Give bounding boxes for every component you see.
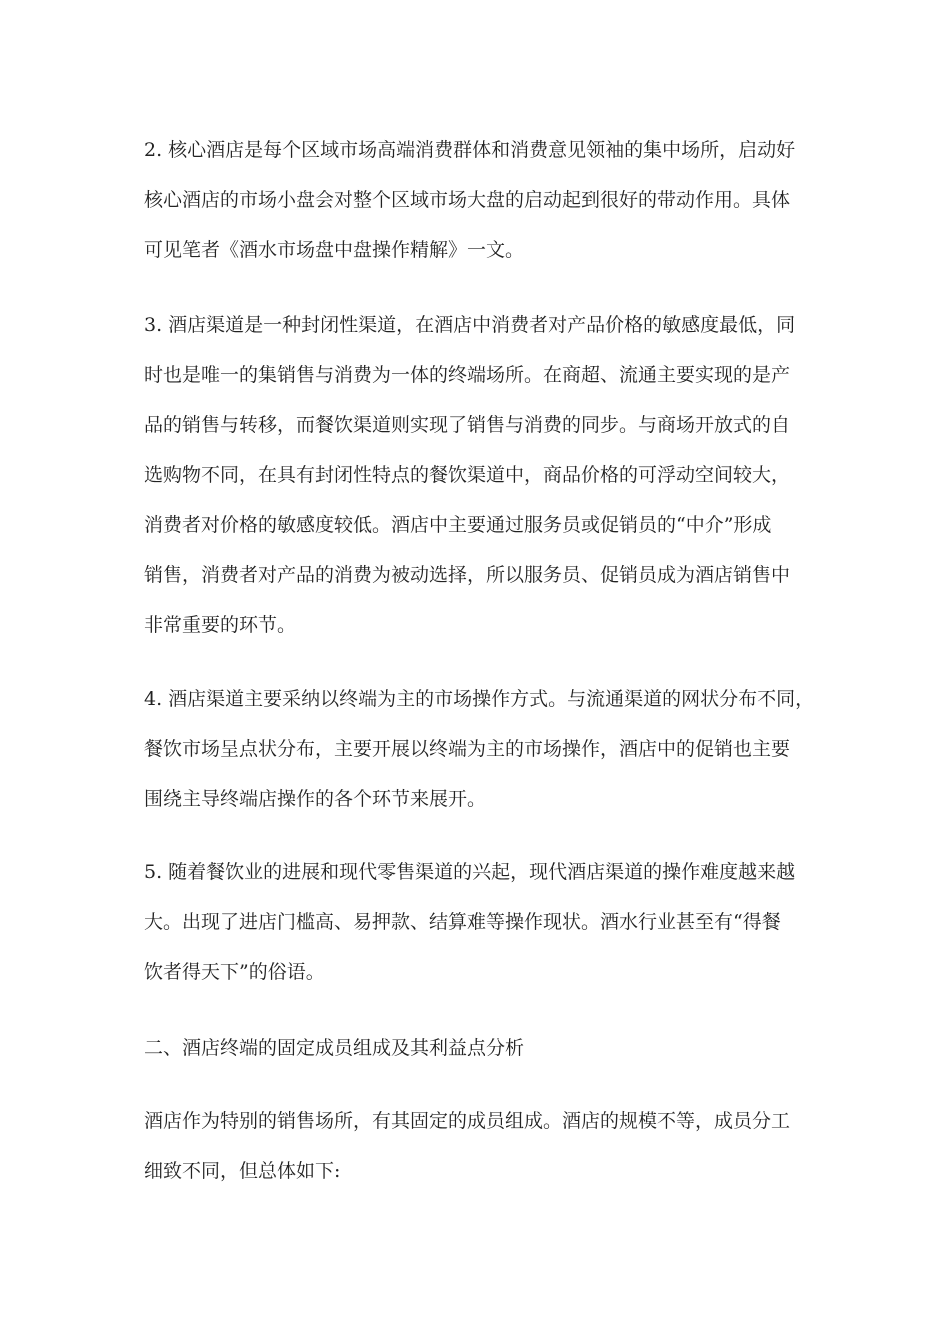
paragraph-line: 消费者对价格的敏感度较低。酒店中主要通过服务员或促销员的“中介”形成 (144, 514, 772, 536)
paragraph-line: 4. 酒店渠道主要采纳以终端为主的市场操作方式。与流通渠道的网状分布不同， (144, 688, 815, 710)
paragraph-line: 5. 随着餐饮业的进展和现代零售渠道的兴起，现代酒店渠道的操作难度越来越 (144, 861, 796, 883)
paragraph-line: 餐饮市场呈点状分布，主要开展以终端为主的市场操作，酒店中的促销也主要 (144, 738, 791, 760)
paragraph-line: 3. 酒店渠道是一种封闭性渠道，在酒店中消费者对产品价格的敏感度最低，同 (144, 314, 796, 336)
paragraph-line: 品的销售与转移，而餐饮渠道则实现了销售与消费的同步。与商场开放式的自 (144, 414, 791, 436)
paragraph-line: 围绕主导终端店操作的各个环节来展开。 (144, 788, 487, 810)
paragraph-line: 选购物不同，在具有封闭性特点的餐饮渠道中，商品价格的可浮动空间较大， (144, 464, 791, 486)
paragraph-line: 2. 核心酒店是每个区域市场高端消费群体和消费意见领袖的集中场所，启动好 (144, 139, 796, 161)
paragraph-line: 饮者得天下”的俗语。 (144, 961, 325, 983)
paragraph-line: 非常重要的环节。 (144, 614, 297, 636)
paragraph-line: 酒店作为特别的销售场所，有其固定的成员组成。酒店的规模不等，成员分工 (144, 1110, 791, 1132)
paragraph-line: 可见笔者《酒水市场盘中盘操作精解》一文。 (144, 239, 525, 261)
paragraph-line: 核心酒店的市场小盘会对整个区域市场大盘的启动起到很好的带动作用。具体 (144, 189, 791, 211)
paragraph-line: 大。出现了进店门槛高、易押款、结算难等操作现状。酒水行业甚至有“得餐 (144, 911, 781, 933)
heading-line: 二、酒店终端的固定成员组成及其利益点分析 (144, 1037, 525, 1059)
paragraph-line: 细致不同，但总体如下: (144, 1160, 341, 1182)
paragraph-line: 时也是唯一的集销售与消费为一体的终端场所。在商超、流通主要实现的是产 (144, 364, 791, 386)
paragraph-line: 销售，消费者对产品的消费为被动选择，所以服务员、促销员成为酒店销售中 (144, 564, 791, 586)
